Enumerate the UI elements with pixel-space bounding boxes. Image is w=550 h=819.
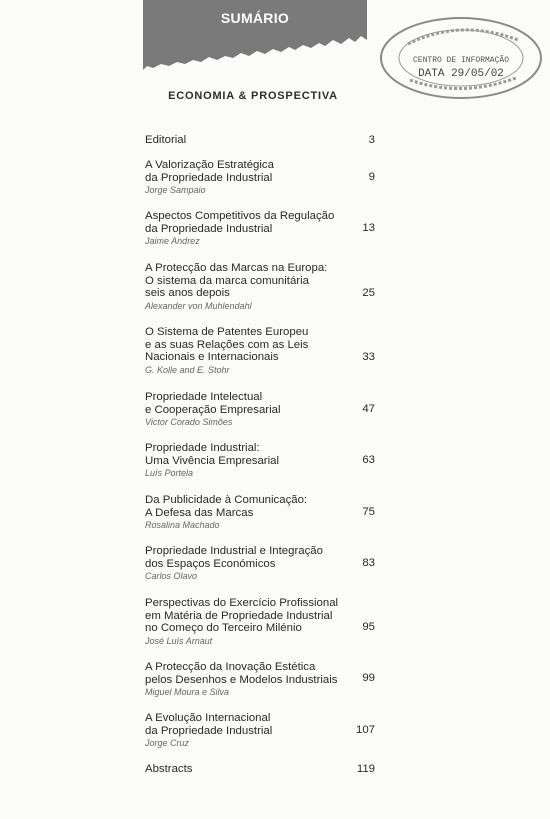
- entry-title: Propriedade Industrial e Integração dos Espaços Económicos: [145, 545, 323, 570]
- entry-author: Jorge Cruz: [145, 738, 190, 748]
- entry-title: O Sistema de Patentes Europeu e as suas Relações com as Leis Nacionais e Internacionais: [145, 326, 309, 363]
- entry-page-number: 95: [362, 621, 375, 633]
- entry-author: Luís Portela: [145, 468, 194, 478]
- section-heading: ECONOMIA & PROSPECTIVA: [168, 90, 338, 102]
- page-title: SUMÁRIO: [220, 10, 290, 26]
- entry-title: Propriedade Intelectual e Cooperação Empresarial: [145, 391, 281, 416]
- entry-title: Perspectivas do Exercício Profissional em Matéria de Propriedade Industrial no Começo do Terceiro Milénio: [145, 597, 339, 634]
- entry-page-number: 75: [362, 506, 375, 518]
- toc-entry: [145, 326, 375, 375]
- toc-entry: [145, 545, 375, 581]
- entry-title: A Protecção das Marcas na Europa: O sistema da marca comunitária seis anos depois: [145, 262, 328, 299]
- entry-title: A Evolução Internacional da Propriedade Industrial: [145, 712, 273, 737]
- entry-title: A Protecção da Inovação Estética pelos Desenhos e Modelos Industriais: [145, 661, 338, 686]
- entry-author: Carlos Olavo: [145, 571, 198, 581]
- toc-entry: [145, 159, 375, 195]
- header-banner: [143, 0, 367, 74]
- entry-author: José Luís Arnaut: [145, 635, 213, 646]
- entry-author: Alexander von Muhlendahl: [145, 300, 252, 311]
- entry-page-number: 99: [362, 672, 375, 684]
- toc-entry: [145, 134, 375, 147]
- entry-page-number: 107: [355, 724, 375, 736]
- toc-entry: [145, 763, 375, 776]
- entry-page-number: 47: [362, 403, 375, 415]
- toc-entry: [145, 597, 375, 646]
- entry-author: Jaime Andrez: [145, 236, 200, 246]
- toc-entry: [145, 661, 375, 697]
- ink-stamp: [378, 14, 544, 102]
- stamp-date: DATA 29/05/02: [418, 68, 504, 80]
- entry-title: Aspectos Competitivos da Regulação da Propriedade Industrial: [145, 210, 335, 235]
- entry-page-number: 9: [368, 171, 375, 183]
- entry-page-number: 25: [362, 287, 375, 299]
- entry-title: Propriedade Industrial: Uma Vivência Empresarial: [145, 442, 279, 467]
- entry-title: A Valorização Estratégica da Propriedade Industrial: [145, 159, 274, 184]
- toc-entry: [145, 494, 375, 530]
- entry-author: Miguel Moura e Silva: [145, 687, 230, 697]
- entry-title: Da Publicidade à Comunicação: A Defesa das Marcas: [145, 494, 308, 519]
- toc-entry: [145, 442, 375, 478]
- toc-entry: [145, 712, 375, 748]
- entry-author: Jorge Sampaio: [145, 185, 206, 195]
- entry-author: Victor Corado Simões: [145, 417, 233, 427]
- entry-page-number: 33: [362, 351, 375, 363]
- entry-title: Editorial: [145, 134, 187, 146]
- entry-page-number: 83: [362, 557, 375, 569]
- entry-page-number: 13: [362, 222, 375, 234]
- entry-title: Abstracts: [145, 763, 193, 775]
- toc-entry: [145, 391, 375, 427]
- entry-page-number: 119: [356, 763, 375, 775]
- toc-entry: [145, 210, 375, 246]
- entry-author: Rosalina Machado: [145, 520, 220, 530]
- toc-entry: [145, 262, 375, 311]
- entry-page-number: 3: [368, 134, 375, 146]
- stamp-text: CENTRO DE INFORMAÇÃO: [412, 56, 509, 65]
- entry-page-number: 63: [362, 454, 375, 466]
- entry-author: G. Kolle and E. Stohr: [145, 364, 230, 375]
